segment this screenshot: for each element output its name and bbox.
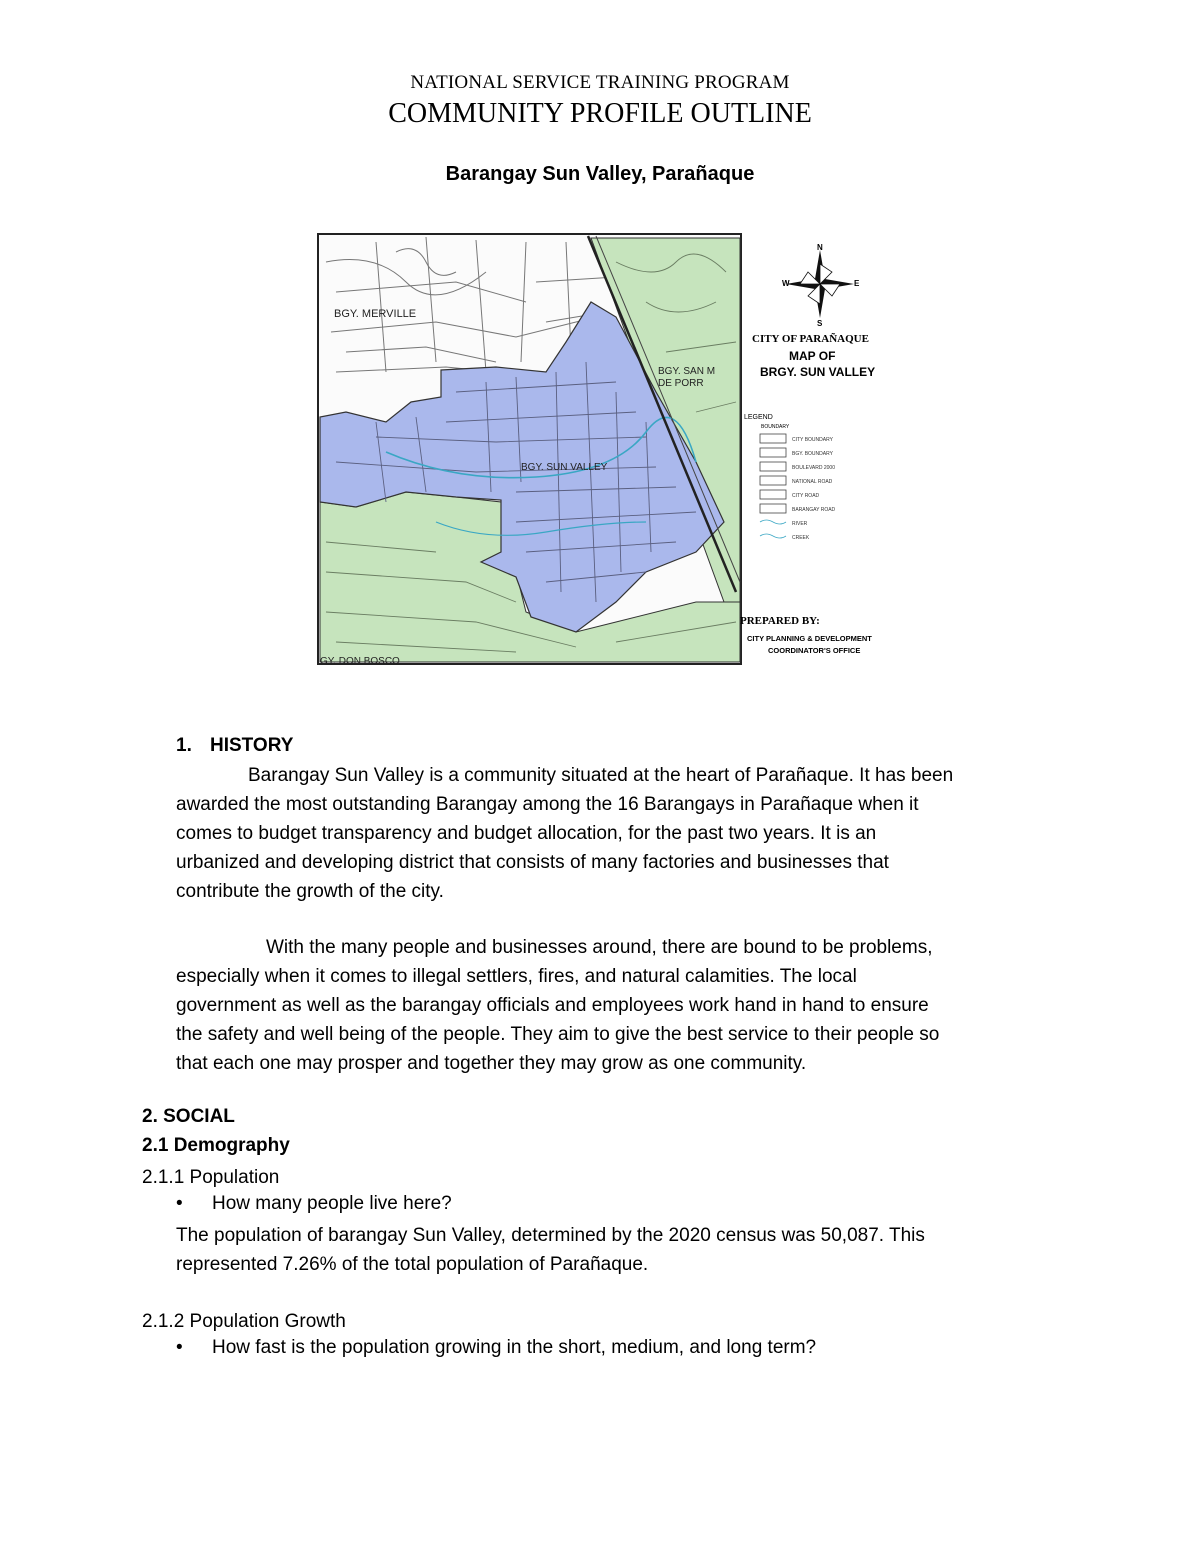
bullet-question-2 — [176, 1337, 1076, 1366]
map-title-1: MAP OF — [789, 349, 836, 363]
office-line-1: CITY PLANNING & DEVELOPMENT — [747, 634, 872, 643]
compass-n: N — [817, 243, 823, 252]
compass-s: S — [817, 319, 823, 328]
office-line-2: COORDINATOR'S OFFICE — [768, 646, 861, 655]
history-heading-number: 1. — [176, 735, 192, 756]
text-line: Barangay Sun Valley is a community situated at the heart of Parañaque. It has been — [248, 765, 954, 786]
question-text: How many people live here? — [212, 1193, 452, 1214]
bullet-question-1 — [176, 1193, 1076, 1222]
legend-title: LEGEND — [744, 414, 773, 421]
label-san-martin-2: DE PORR — [658, 378, 704, 389]
legend-item: RIVER — [792, 521, 808, 527]
legend-item: CITY BOUNDARY — [792, 437, 833, 443]
document-title: COMMUNITY PROFILE OUTLINE — [388, 98, 812, 129]
question-text: How fast is the population growing in the short, medium, and long term? — [212, 1337, 817, 1358]
population-subheading: 2.1.1 Population — [142, 1167, 280, 1188]
text-line: represented 7.26% of the total population of Parañaque. — [176, 1254, 649, 1275]
text-line: that each one may prosper and together they may grow as one community. — [176, 1053, 807, 1074]
history-paragraph-1 — [176, 761, 1076, 906]
demography-heading: 2.1 Demography — [142, 1135, 290, 1156]
label-merville: BGY. MERVILLE — [334, 308, 417, 320]
text-line: urbanized and developing district that consists of many factories and businesses that — [176, 852, 889, 873]
label-sun-valley: BGY. SUN VALLEY — [521, 462, 608, 473]
legend-item: BARANGAY ROAD — [792, 507, 836, 513]
bullet-marker: • — [176, 1337, 183, 1358]
prepared-by: PREPARED BY: — [740, 615, 820, 627]
program-title: NATIONAL SERVICE TRAINING PROGRAM — [410, 72, 790, 93]
bullet-marker: • — [176, 1193, 183, 1214]
text-line: especially when it comes to illegal settlers, fires, and natural calamities. The local — [176, 966, 857, 987]
legend-item: BGY. BOUNDARY — [792, 451, 833, 457]
text-line: government as well as the barangay officials and employees work hand in hand to ensure — [176, 995, 929, 1016]
text-line: contribute the growth of the city. — [176, 881, 444, 902]
population-growth-subheading: 2.1.2 Population Growth — [142, 1311, 346, 1332]
label-don-bosco: GY. DON BOSCO — [320, 656, 400, 667]
label-san-martin-1: BGY. SAN M — [658, 366, 716, 377]
compass-e: E — [854, 279, 860, 288]
text-line: awarded the most outstanding Barangay among the 16 Barangays in Parañaque when it — [176, 794, 919, 815]
history-paragraph-2 — [176, 933, 1076, 1078]
text-line: With the many people and businesses around, there are bound to be problems, — [266, 937, 933, 958]
compass-w: W — [782, 279, 790, 288]
social-heading: 2. SOCIAL — [142, 1106, 235, 1127]
text-line: comes to budget transparency and budget allocation, for the past two years. It is an — [176, 823, 877, 844]
legend-item: CREEK — [792, 535, 810, 541]
barangay-map — [316, 222, 898, 674]
legend-item: CITY ROAD — [792, 493, 820, 499]
map-title-city: CITY OF PARAÑAQUE — [752, 333, 869, 345]
document-subtitle: Barangay Sun Valley, Parañaque — [445, 163, 755, 185]
legend-item: NATIONAL ROAD — [792, 479, 833, 485]
history-heading: HISTORY — [210, 735, 294, 756]
text-line: The population of barangay Sun Valley, determined by the 2020 census was 50,087. This — [176, 1225, 925, 1246]
legend-item: BOULEVARD 2000 — [792, 465, 835, 471]
legend-subtitle: BOUNDARY — [761, 424, 790, 430]
map-title-2: BRGY. SUN VALLEY — [760, 365, 876, 379]
text-line: the safety and well being of the people. They aim to give the best service to their people so — [176, 1024, 940, 1045]
population-answer — [176, 1221, 1076, 1279]
